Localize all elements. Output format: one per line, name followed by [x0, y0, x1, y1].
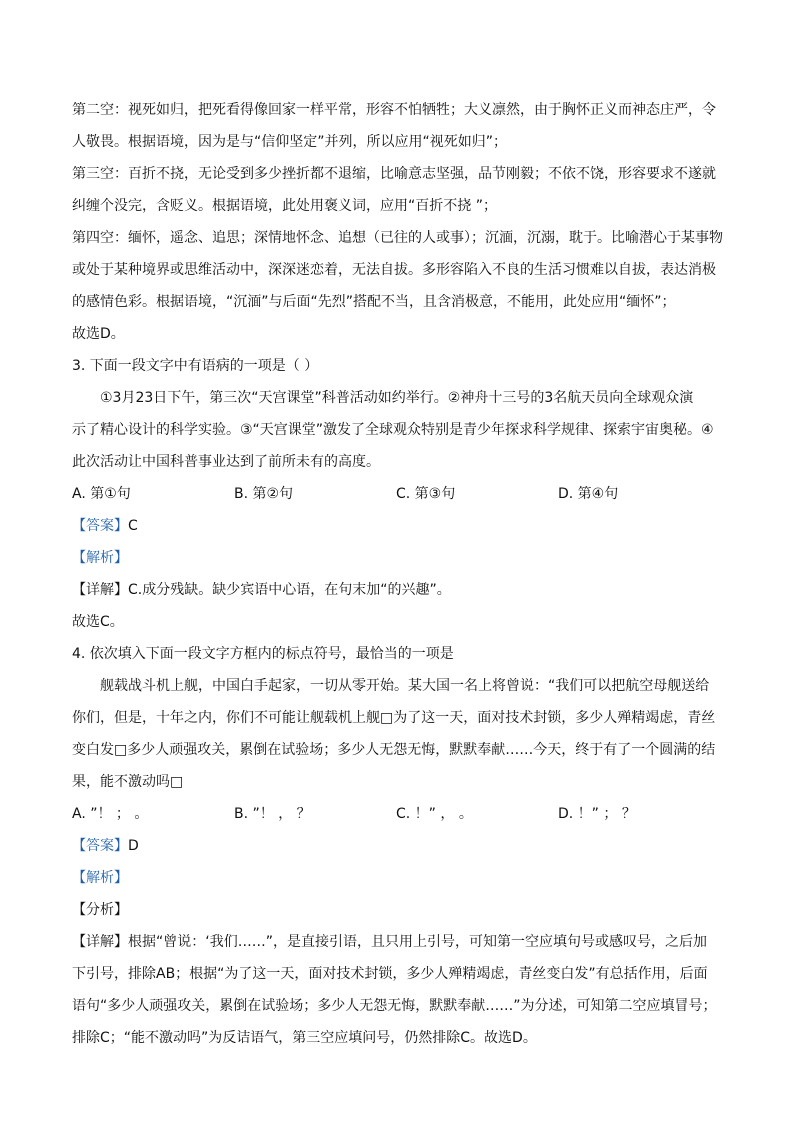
document-page [72, 94, 722, 1054]
question-3-passage-line: 此次活动让中国科普事业达到了前所未有的高度。 [72, 454, 380, 470]
question-3-analysis [72, 542, 722, 574]
option-d: D. 第④句 [558, 486, 619, 502]
question-4-options [72, 798, 722, 830]
detail-text: 根据“曾说：‘我们……”，是直接引语，且只用上引号，可知第一空应填句号或感叹号，之后加 [128, 934, 707, 950]
question-3-detail [72, 574, 722, 606]
analysis-line: 的感情色彩。根据语境，“沉湎”与后面“先烈”搭配不当，且含消极意，不能用，此处应用“缅怀”； [72, 294, 676, 310]
question-4-detail-line: 语句“多少人顽强攻关，累倒在试验场；多少人无怨无悔，默默奉献……”为分述，可知第二空应填冒号； [72, 998, 717, 1014]
option-a: A. 第①句 [72, 486, 131, 502]
analysis-line: 或处于某种境界或思维活动中，深深迷恋着，无法自拔。多形容陷入不良的生活习惯难以自拔，表达消极 [72, 262, 716, 278]
detail-text: C.成分残缺。缺少宾语中心语，在句末加“的兴趣”。 [128, 582, 451, 598]
analysis-line: 第二空：视死如归，把死看得像回家一样平常，形容不怕牺牲；大义凛然，由于胸怀正义而神态庄严，令 [72, 102, 716, 118]
detail-tag: 【详解】 [72, 934, 128, 950]
question-4-passage-line: 你们，但是，十年之内，你们不可能让舰载机上舰□为了这一天，面对技术封锁，多少人殚精竭虑，青丝 [72, 710, 716, 726]
option-c: C. 第③句 [396, 486, 456, 502]
detail-tag: 【详解】 [72, 582, 128, 598]
answer-tag: 【答案】 [72, 838, 128, 854]
question-3-passage-line: 示了精心设计的科学实验。③“天宫课堂”激发了全球观众特别是青少年探求科学规律、探索宇宙奥秘。④ [72, 422, 714, 438]
answer-tag: 【答案】 [72, 518, 128, 534]
option-d: D. ！” ； ？ [558, 806, 636, 822]
question-3-conclusion: 故选C。 [72, 614, 124, 630]
question-4-detail-line: 下引号，排除AB；根据“为了这一天，面对技术封锁，多少人殚精竭虑，青丝变白发”有总括作用，后面 [72, 966, 708, 982]
fenxi-tag: 【分析】 [72, 902, 128, 918]
conclusion-line: 故选D。 [72, 326, 125, 342]
analysis-tag: 【解析】 [72, 870, 128, 886]
analysis-line: 人敬畏。根据语境，因为是与“信仰坚定”并列，所以应用“视死如归”； [72, 134, 508, 150]
analysis-line: 纠缠个没完，含贬义。根据语境，此处用褒义词，应用“百折不挠 ”； [72, 198, 497, 214]
option-a: A. ”！ ； 。 [72, 806, 149, 822]
analysis-tag: 【解析】 [72, 550, 128, 566]
question-4-fenxi [72, 894, 722, 926]
question-4-passage-line: 舰载战斗机上舰，中国白手起家，一切从零开始。某大国一名上将曾说：“我们可以把航空母舰送给 [100, 678, 710, 694]
option-c: C. ！” ， 。 [396, 806, 473, 822]
question-4-answer [72, 830, 722, 862]
answer-value: C [128, 518, 138, 534]
question-3-stem: 3. 下面一段文字中有语病的一项是（ ） [72, 358, 319, 374]
question-3-passage-line: ①3月23日下午，第三次“天宫课堂”科普活动如约举行。②神舟十三号的3名航天员向全球观众演 [100, 390, 694, 406]
option-b: B. ”！ ， ？ [234, 806, 311, 822]
analysis-line: 第四空：缅怀，遥念、追思；深情地怀念、追想（已往的人或事）；沉湎，沉溺，耽于。比喻潜心于某事物 [72, 230, 723, 246]
question-3-answer [72, 510, 722, 542]
question-4-detail-line: 排除C；“能不激动吗”为反诘语气，第三空应填问号，仍然排除C。故选D。 [72, 1030, 537, 1046]
analysis-line: 第三空：百折不挠，无论受到多少挫折都不退缩，比喻意志坚强，品节刚毅；不依不饶，形容要求不遂就 [72, 166, 716, 182]
question-4-analysis [72, 862, 722, 894]
question-3-options [72, 478, 722, 510]
question-4-detail-line [72, 926, 722, 958]
question-4-passage-line: 变白发□多少人顽强攻关，累倒在试验场；多少人无怨无悔，默默奉献……今天，终于有了一个圆满的结 [72, 742, 716, 758]
question-4-stem: 4. 依次填入下面一段文字方框内的标点符号，最恰当的一项是 [72, 646, 454, 662]
question-4-passage-line: 果，能不激动吗□ [72, 774, 184, 790]
answer-value: D [128, 838, 139, 854]
option-b: B. 第②句 [234, 486, 294, 502]
